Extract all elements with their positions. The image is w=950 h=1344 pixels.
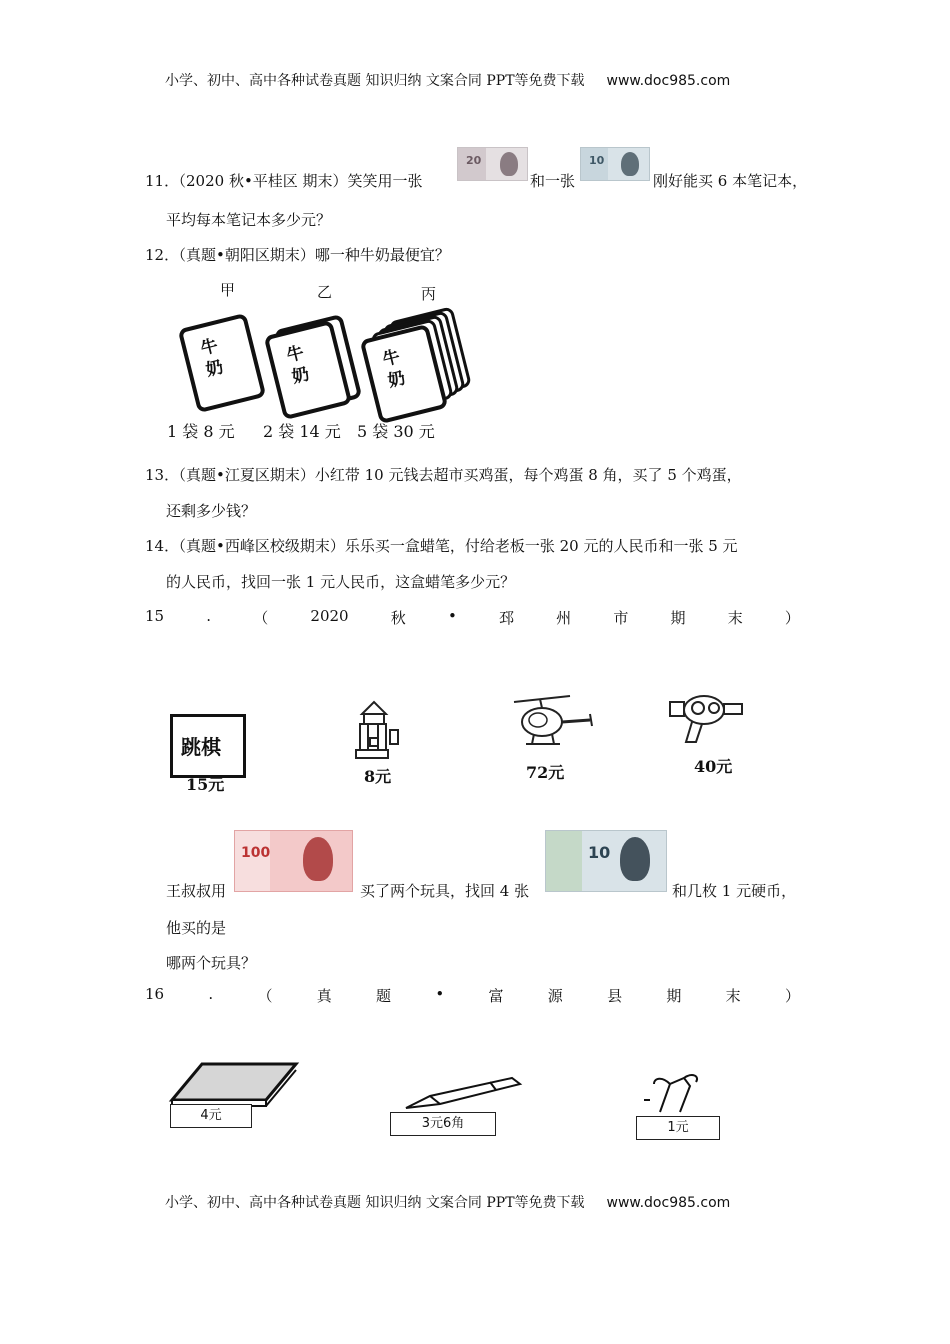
question-text: 和几枚 1 元硬币， bbox=[672, 882, 797, 900]
question-text: 买了两个玩具，找回 4 张 bbox=[360, 882, 530, 900]
milk-price: 1 袋 8 元 bbox=[167, 422, 235, 441]
question-14 bbox=[145, 535, 738, 556]
question-number: 11． bbox=[145, 172, 180, 190]
milk-price: 5 袋 30 元 bbox=[357, 422, 435, 441]
milk-price: 2 袋 14 元 bbox=[263, 422, 341, 441]
clip-icon bbox=[640, 1072, 710, 1118]
question-text: 还剩多少钱？ bbox=[166, 502, 257, 520]
question-text: 和一张 bbox=[530, 172, 576, 190]
building-blocks-icon bbox=[352, 700, 402, 762]
question-text: （真题•朝阳区期末）哪一种牛奶最便宜？ bbox=[171, 246, 450, 264]
question-text: 他买的是 bbox=[166, 919, 227, 937]
question-number: 14． bbox=[145, 537, 180, 555]
question-number: 12． bbox=[145, 246, 180, 264]
question-text: 哪两个玩具？ bbox=[166, 954, 257, 972]
milk-bag-icon: 牛奶 bbox=[178, 313, 267, 413]
header-site: www.doc985.com bbox=[606, 73, 731, 89]
question-13 bbox=[145, 464, 742, 485]
question-15-header: 15 . （ 2020 秋 • 邳 州 市 期 末 ） bbox=[145, 607, 800, 627]
milk-bag-icon: 牛奶 bbox=[360, 324, 449, 424]
question-text: （真题•江夏区期末）小红带 10 元钱去超市买鸡蛋，每个鸡蛋 8 角，买了 5 个鸡蛋， bbox=[171, 466, 742, 484]
milk-label: 甲 bbox=[220, 281, 236, 299]
question-12 bbox=[145, 244, 450, 265]
banknote-10-image: 10 bbox=[545, 830, 667, 892]
question-16-header: 16 . （ 真 题 • 富 源 县 期 末 ） bbox=[145, 985, 800, 1005]
milk-label: 丙 bbox=[421, 285, 437, 303]
page-footer bbox=[165, 1192, 730, 1212]
footer-site: www.doc985.com bbox=[606, 1195, 731, 1211]
banknote-20-image: 20 bbox=[457, 147, 528, 181]
notebook-icon bbox=[168, 1060, 300, 1110]
item-price: 1元 bbox=[636, 1116, 720, 1140]
fountain-pen-icon bbox=[400, 1074, 524, 1114]
toy-price: 15元 bbox=[186, 775, 225, 794]
question-text: 刚好能买 6 本笔记本， bbox=[653, 172, 808, 190]
question-text: 王叔叔用 bbox=[166, 882, 227, 900]
item-price: 4元 bbox=[170, 1104, 252, 1128]
banknote-100-image: 100 bbox=[234, 830, 353, 892]
toy-price: 40元 bbox=[694, 757, 733, 776]
water-gun-icon bbox=[662, 690, 748, 748]
toy-price: 72元 bbox=[526, 763, 565, 782]
checkers-box-icon: 跳棋 bbox=[170, 714, 246, 778]
helicopter-icon bbox=[512, 688, 596, 754]
question-text: 的人民币，找回一张 1 元人民币，这盒蜡笔多少元？ bbox=[166, 573, 516, 591]
question-11 bbox=[145, 170, 423, 191]
header-text: 小学、初中、高中各种试卷真题 知识归纳 文案合同 PPT等免费下载 bbox=[165, 73, 585, 89]
question-number: 13． bbox=[145, 466, 180, 484]
banknote-10-image: 10 bbox=[580, 147, 650, 181]
item-price: 3元6角 bbox=[390, 1112, 496, 1136]
milk-bag-icon: 牛奶 bbox=[264, 320, 353, 420]
toy-price: 8元 bbox=[364, 767, 392, 786]
milk-figure bbox=[165, 275, 465, 445]
question-text: （真题•西峰区校级期末）乐乐买一盒蜡笔，付给老板一张 20 元的人民币和一张 5 元 bbox=[171, 537, 738, 555]
footer-text: 小学、初中、高中各种试卷真题 知识归纳 文案合同 PPT等免费下载 bbox=[165, 1195, 585, 1211]
milk-label: 乙 bbox=[317, 283, 333, 301]
page-header bbox=[165, 70, 730, 90]
question-text: 平均每本笔记本多少元？ bbox=[166, 211, 332, 229]
question-text: （2020 秋•平桂区 期末）笑笑用一张 bbox=[171, 172, 423, 190]
